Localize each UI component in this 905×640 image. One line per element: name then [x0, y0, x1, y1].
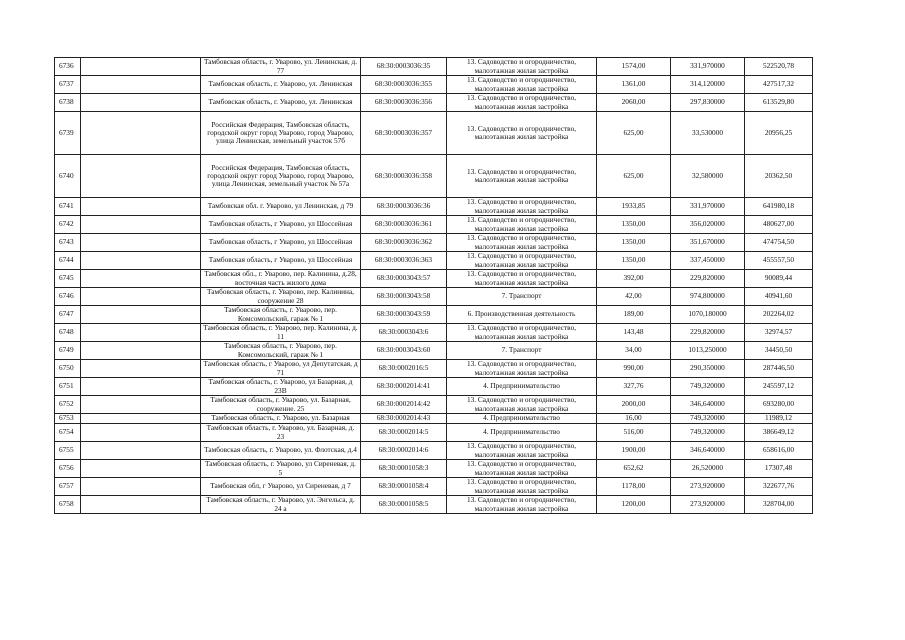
area-cell: 1933,85 [597, 198, 671, 216]
cadastral-number-cell: 68:30:0002014:43 [361, 414, 447, 424]
table-row [55, 478, 813, 496]
address-cell: Тамбовская область, г. Уварово, ул. Ленинская [201, 76, 361, 94]
empty-cell [81, 360, 201, 378]
row-number-cell: 6736 [55, 58, 81, 76]
row-number-cell: 6743 [55, 234, 81, 252]
address-cell: Тамбовская область, г. Уварово, пер. Комсомольский, гараж № 1 [201, 306, 361, 324]
cadastral-value-cell: 427517,32 [745, 76, 813, 94]
specific-value-cell: 273,920000 [671, 496, 745, 514]
cadastral-value-cell: 641980,18 [745, 198, 813, 216]
land-use-cell: 13. Садоводство и огородничество, малоэтажная жилая застройка [447, 324, 597, 342]
land-use-cell: 4. Предпринимательство [447, 424, 597, 442]
table-row [55, 234, 813, 252]
specific-value-cell: 337,450000 [671, 252, 745, 270]
row-number-cell: 6753 [55, 414, 81, 424]
address-cell: Тамбовская область, г. Уварово, ул. Ленинская [201, 94, 361, 112]
area-cell: 34,00 [597, 342, 671, 360]
table-row [55, 155, 813, 198]
cadastral-value-cell: 693280,00 [745, 396, 813, 414]
cadastral-value-cell: 613529,80 [745, 94, 813, 112]
address-cell: Тамбовская область, г Уварово, ул Шоссейная [201, 252, 361, 270]
address-cell: Тамбовская область, г. Уварово, пер. Калинина, сооружение 28 [201, 288, 361, 306]
land-use-cell: 13. Садоводство и огородничество, малоэтажная жилая застройка [447, 94, 597, 112]
table-row [55, 496, 813, 514]
area-cell: 16,00 [597, 414, 671, 424]
land-use-cell: 13. Садоводство и огородничество, малоэтажная жилая застройка [447, 360, 597, 378]
land-use-cell: 7. Транспорт [447, 288, 597, 306]
cadastral-value-cell: 480627,00 [745, 216, 813, 234]
cadastral-number-cell: 68:30:0003043:59 [361, 306, 447, 324]
area-cell: 516,00 [597, 424, 671, 442]
table-row [55, 360, 813, 378]
cadastral-number-cell: 68:30:0001058:3 [361, 460, 447, 478]
cadastral-number-cell: 68:30:0003036:356 [361, 94, 447, 112]
row-number-cell: 6746 [55, 288, 81, 306]
row-number-cell: 6755 [55, 442, 81, 460]
cadastral-number-cell: 68:30:0003036:358 [361, 155, 447, 198]
table-row [55, 94, 813, 112]
empty-cell [81, 234, 201, 252]
table-row [55, 270, 813, 288]
empty-cell [81, 306, 201, 324]
cadastral-value-cell: 287446,50 [745, 360, 813, 378]
table-row [55, 442, 813, 460]
address-cell: Тамбовская область, г. Уварово, ул. Ленинская, д. 77 [201, 58, 361, 76]
specific-value-cell: 346,640000 [671, 442, 745, 460]
land-use-cell: 13. Садоводство и огородничество, малоэтажная жилая застройка [447, 216, 597, 234]
table-row [55, 460, 813, 478]
row-number-cell: 6738 [55, 94, 81, 112]
specific-value-cell: 331,970000 [671, 198, 745, 216]
cadastral-number-cell: 68:30:0003036:36 [361, 198, 447, 216]
empty-cell [81, 460, 201, 478]
empty-cell [81, 198, 201, 216]
table-row [55, 198, 813, 216]
cadastral-number-cell: 68:30:0003043:57 [361, 270, 447, 288]
area-cell: 1178,00 [597, 478, 671, 496]
cadastral-number-cell: 68:30:0002014:41 [361, 378, 447, 396]
cadastral-value-cell: 455557,50 [745, 252, 813, 270]
row-number-cell: 6748 [55, 324, 81, 342]
table-row [55, 424, 813, 442]
cadastral-number-cell: 68:30:0003036:35 [361, 58, 447, 76]
table-body [55, 58, 813, 514]
row-number-cell: 6745 [55, 270, 81, 288]
cadastral-number-cell: 68:30:0003036:363 [361, 252, 447, 270]
row-number-cell: 6747 [55, 306, 81, 324]
area-cell: 1574,00 [597, 58, 671, 76]
specific-value-cell: 297,830000 [671, 94, 745, 112]
row-number-cell: 6749 [55, 342, 81, 360]
empty-cell [81, 270, 201, 288]
table-row [55, 324, 813, 342]
table-row [55, 58, 813, 76]
cadastral-value-cell: 202264,02 [745, 306, 813, 324]
area-cell: 1350,00 [597, 252, 671, 270]
specific-value-cell: 32,580000 [671, 155, 745, 198]
specific-value-cell: 229,820000 [671, 324, 745, 342]
land-use-cell: 4. Предпринимательство [447, 414, 597, 424]
cadastral-value-cell: 90089,44 [745, 270, 813, 288]
specific-value-cell: 749,320000 [671, 424, 745, 442]
address-cell: Тамбовская область, г Уварово, ул Депутатская, д 71 [201, 360, 361, 378]
row-number-cell: 6752 [55, 396, 81, 414]
land-use-cell: 13. Садоводство и огородничество, малоэтажная жилая застройка [447, 58, 597, 76]
cadastral-value-cell: 40941,60 [745, 288, 813, 306]
empty-cell [81, 324, 201, 342]
specific-value-cell: 346,640000 [671, 396, 745, 414]
specific-value-cell: 749,320000 [671, 414, 745, 424]
row-number-cell: 6740 [55, 155, 81, 198]
row-number-cell: 6756 [55, 460, 81, 478]
specific-value-cell: 356,020000 [671, 216, 745, 234]
address-cell: Тамбовская обл, г Уварово, ул Сиреневая, д 7 [201, 478, 361, 496]
land-use-cell: 13. Садоводство и огородничество, малоэтажная жилая застройка [447, 442, 597, 460]
empty-cell [81, 396, 201, 414]
area-cell: 42,00 [597, 288, 671, 306]
row-number-cell: 6754 [55, 424, 81, 442]
table-row [55, 306, 813, 324]
empty-cell [81, 378, 201, 396]
area-cell: 189,00 [597, 306, 671, 324]
empty-cell [81, 112, 201, 155]
cadastral-value-cell: 34450,50 [745, 342, 813, 360]
address-cell: Тамбовская обл., г. Уварово, пер. Калинина, д.28, восточная часть жилого дома [201, 270, 361, 288]
address-cell: Тамбовская область, г Уварово, ул Шоссейная [201, 216, 361, 234]
area-cell: 1200,00 [597, 496, 671, 514]
land-use-cell: 6. Производственная деятельность [447, 306, 597, 324]
land-use-cell: 13. Садоводство и огородничество, малоэтажная жилая застройка [447, 252, 597, 270]
cadastral-value-cell: 20956,25 [745, 112, 813, 155]
land-use-cell: 13. Садоводство и огородничество, малоэтажная жилая застройка [447, 396, 597, 414]
address-cell: Российская Федерация, Тамбовская область, городской округ город Уварово, город Уварово, улица Ленинская, земельный участок № 57а [201, 155, 361, 198]
cadastral-number-cell: 68:30:0002016:5 [361, 360, 447, 378]
area-cell: 1350,00 [597, 234, 671, 252]
area-cell: 652,62 [597, 460, 671, 478]
cadastral-number-cell: 68:30:0001058:5 [361, 496, 447, 514]
cadastral-value-cell: 20362,50 [745, 155, 813, 198]
empty-cell [81, 216, 201, 234]
specific-value-cell: 26,520000 [671, 460, 745, 478]
empty-cell [81, 414, 201, 424]
address-cell: Тамбовская область, г. Уварово, пер. Калинина, д. 11 [201, 324, 361, 342]
table-row [55, 76, 813, 94]
area-cell: 625,00 [597, 112, 671, 155]
specific-value-cell: 351,670000 [671, 234, 745, 252]
table-row [55, 112, 813, 155]
specific-value-cell: 229,820000 [671, 270, 745, 288]
land-use-cell: 4. Предпринимательство [447, 378, 597, 396]
cadastral-value-cell: 322677,76 [745, 478, 813, 496]
specific-value-cell: 33,530000 [671, 112, 745, 155]
land-use-cell: 13. Садоводство и огородничество, малоэтажная жилая застройка [447, 460, 597, 478]
address-cell: Российская Федерация, Тамбовская область, городской округ город Уварово, город Уварово, улица Ленинская, земельный участок 57б [201, 112, 361, 155]
table-row [55, 378, 813, 396]
empty-cell [81, 252, 201, 270]
cadastral-value-cell: 658616,00 [745, 442, 813, 460]
specific-value-cell: 974,800000 [671, 288, 745, 306]
address-cell: Тамбовская область, г. Уварово, ул. Базарная [201, 414, 361, 424]
cadastral-number-cell: 68:30:0002014:5 [361, 424, 447, 442]
specific-value-cell: 331,970000 [671, 58, 745, 76]
cadastral-number-cell: 68:30:0001058:4 [361, 478, 447, 496]
row-number-cell: 6758 [55, 496, 81, 514]
cadastral-number-cell: 68:30:0003036:362 [361, 234, 447, 252]
cadastral-value-cell: 32974,57 [745, 324, 813, 342]
row-number-cell: 6757 [55, 478, 81, 496]
empty-cell [81, 155, 201, 198]
specific-value-cell: 314,120000 [671, 76, 745, 94]
table-row [55, 396, 813, 414]
row-number-cell: 6750 [55, 360, 81, 378]
empty-cell [81, 58, 201, 76]
land-use-cell: 13. Садоводство и огородничество, малоэтажная жилая застройка [447, 496, 597, 514]
row-number-cell: 6737 [55, 76, 81, 94]
table-row [55, 414, 813, 424]
area-cell: 1900,00 [597, 442, 671, 460]
specific-value-cell: 273,920000 [671, 478, 745, 496]
empty-cell [81, 478, 201, 496]
land-use-cell: 13. Садоводство и огородничество, малоэтажная жилая застройка [447, 76, 597, 94]
address-cell: Тамбовская область, г. Уварово, пер. Комсомольский, гараж № 1 [201, 342, 361, 360]
land-use-cell: 13. Садоводство и огородничество, малоэтажная жилая застройка [447, 478, 597, 496]
row-number-cell: 6751 [55, 378, 81, 396]
land-use-cell: 13. Садоводство и огородничество, малоэтажная жилая застройка [447, 112, 597, 155]
specific-value-cell: 749,320000 [671, 378, 745, 396]
land-use-cell: 13. Садоводство и огородничество, малоэтажная жилая застройка [447, 270, 597, 288]
cadastral-value-cell: 17307,48 [745, 460, 813, 478]
table-row [55, 342, 813, 360]
land-use-cell: 13. Садоводство и огородничество, малоэтажная жилая застройка [447, 198, 597, 216]
empty-cell [81, 94, 201, 112]
cadastral-number-cell: 68:30:0003043:60 [361, 342, 447, 360]
cadastral-value-cell: 11989,12 [745, 414, 813, 424]
cadastral-number-cell: 68:30:0003043:6 [361, 324, 447, 342]
address-cell: Тамбовская область, г. Уварово, ул. Базарная, сооружение. 25 [201, 396, 361, 414]
cadastral-number-cell: 68:30:0003043:58 [361, 288, 447, 306]
cadastral-value-table [54, 57, 813, 514]
address-cell: Тамбовская область, г. Уварово, ул Сиреневая, д. 5 [201, 460, 361, 478]
cadastral-value-cell: 245597,12 [745, 378, 813, 396]
land-use-cell: 13. Садоводство и огородничество, малоэтажная жилая застройка [447, 234, 597, 252]
cadastral-number-cell: 68:30:0002014:42 [361, 396, 447, 414]
cadastral-value-cell: 522520,78 [745, 58, 813, 76]
address-cell: Тамбовская область, г Уварово, ул Шоссейная [201, 234, 361, 252]
cadastral-number-cell: 68:30:0003036:355 [361, 76, 447, 94]
row-number-cell: 6742 [55, 216, 81, 234]
area-cell: 2060,00 [597, 94, 671, 112]
empty-cell [81, 496, 201, 514]
table-row [55, 216, 813, 234]
area-cell: 143,48 [597, 324, 671, 342]
address-cell: Тамбовская область, г. Уварово, ул. Флотская, д.4 [201, 442, 361, 460]
row-number-cell: 6744 [55, 252, 81, 270]
area-cell: 625,00 [597, 155, 671, 198]
area-cell: 1350,00 [597, 216, 671, 234]
table-row [55, 288, 813, 306]
cadastral-number-cell: 68:30:0003036:361 [361, 216, 447, 234]
address-cell: Тамбовская обл. г. Уварово, ул Ленинская, д 79 [201, 198, 361, 216]
specific-value-cell: 290,350000 [671, 360, 745, 378]
address-cell: Тамбовская область, г. Уварово, ул. Базарная, д. 23 [201, 424, 361, 442]
specific-value-cell: 1013,250000 [671, 342, 745, 360]
area-cell: 392,00 [597, 270, 671, 288]
area-cell: 2000,00 [597, 396, 671, 414]
specific-value-cell: 1070,180000 [671, 306, 745, 324]
empty-cell [81, 424, 201, 442]
cadastral-value-cell: 328704,00 [745, 496, 813, 514]
cadastral-number-cell: 68:30:0003036:357 [361, 112, 447, 155]
empty-cell [81, 76, 201, 94]
cadastral-value-cell: 386649,12 [745, 424, 813, 442]
area-cell: 1361,00 [597, 76, 671, 94]
area-cell: 990,00 [597, 360, 671, 378]
address-cell: Тамбовская область, г. Уварово, ул. Энгельса, д. 24 а [201, 496, 361, 514]
cadastral-number-cell: 68:30:0002014:6 [361, 442, 447, 460]
row-number-cell: 6739 [55, 112, 81, 155]
table-row [55, 252, 813, 270]
row-number-cell: 6741 [55, 198, 81, 216]
land-use-cell: 13. Садоводство и огородничество, малоэтажная жилая застройка [447, 155, 597, 198]
area-cell: 327,76 [597, 378, 671, 396]
empty-cell [81, 342, 201, 360]
empty-cell [81, 288, 201, 306]
land-use-cell: 7. Транспорт [447, 342, 597, 360]
empty-cell [81, 442, 201, 460]
address-cell: Тамбовская область, г. Уварово, ул Базарная, д 23В [201, 378, 361, 396]
cadastral-value-cell: 474754,50 [745, 234, 813, 252]
